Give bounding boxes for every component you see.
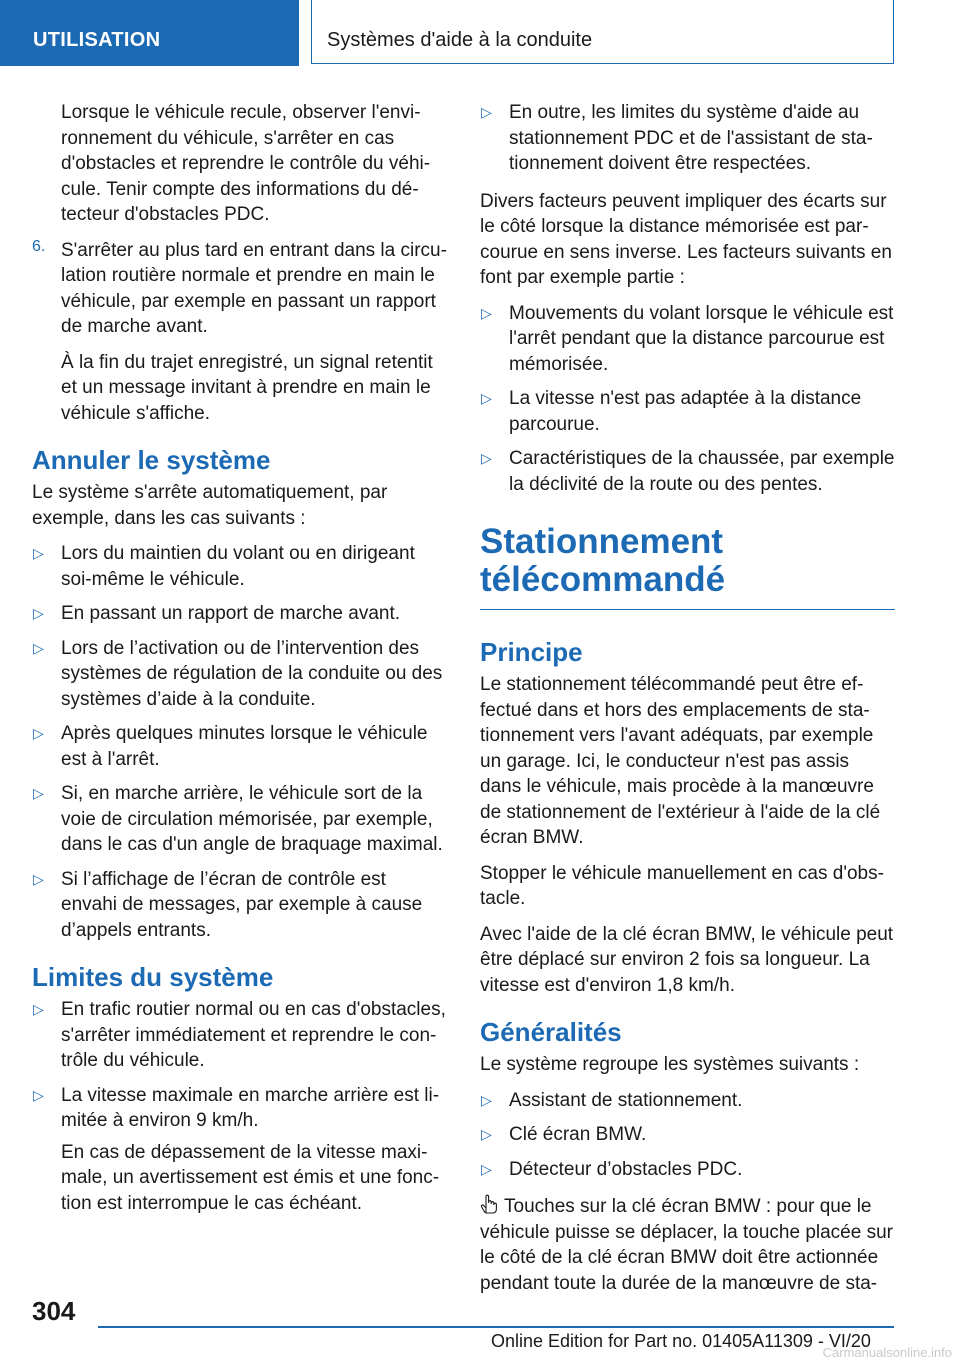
left-column [32, 100, 447, 1228]
cancel-intro: Le système s'arrête automatiquement, par exemple, dans les cas suivants : [32, 482, 388, 529]
section-tab [0, 0, 299, 66]
footer-divider [98, 1326, 894, 1328]
triangle-bullet-icon: ▷ [481, 1160, 492, 1177]
triangle-bullet-icon: ▷ [33, 725, 44, 741]
triangle-bullet-icon: ▷ [481, 390, 492, 406]
factors-list [480, 301, 895, 498]
list-item: ▷ Clé écran BMW. [480, 1122, 895, 1148]
list-item: ▷ Si l’affichage de l’écran de contrôle est envahi de messages, par exemple à cause d’appels entrants. [33, 868, 423, 941]
note-paragraph [480, 1194, 895, 1296]
list-item: ▷ En outre, les limites du système d'aide au stationnement PDC et de l'assistant de stationnement doivent être respectées. [481, 102, 873, 174]
triangle-bullet-icon: ▷ [481, 450, 492, 466]
list-item-subtext: En cas de dépassement de la vitesse maximale, un avertissement est émis et une fonction est interrompue le cas échéant. [61, 1141, 440, 1214]
list-item: ▷ Caractéristiques de la chaussée, par exemple la déclivité de la route ou des pentes. [481, 448, 895, 495]
principle-p2: Stopper le véhicule manuellement en cas d'obstacle. [480, 862, 884, 909]
right-column [480, 100, 895, 1306]
list-item: ▷ Assistant de stationnement. [480, 1088, 895, 1114]
heading-cancel-system: Annuler le système [32, 445, 271, 475]
watermark: Carmanualsonline.info [822, 1345, 952, 1360]
list-item: ▷ Détecteur d’obstacles PDC. [480, 1157, 895, 1183]
step-6-after: À la fin du trajet enregistré, un signal retentit et un message invitant à prendre en main le véhicule s'affiche. [61, 351, 433, 424]
triangle-bullet-icon: ▷ [33, 870, 44, 887]
list-item: ▷ Après quelques minutes lorsque le véhicule est à l'arrêt. [33, 723, 428, 770]
list-item: ▷ Mouvements du volant lorsque le véhicule est l'arrêt pendant que la distance parcourue est mémorisée. [481, 302, 894, 375]
cancel-list [32, 541, 447, 943]
factors-intro: Divers facteurs peuvent impliquer des écarts sur le côté lorsque la distance mémorisée est parcourue en sens inverse. Les facteurs suivants en font par exemple partie : [480, 190, 892, 288]
list-item: ▷ En passant un rapport de marche avant. [32, 601, 447, 627]
list-item: ▷ Si, en marche arrière, le véhicule sort de la voie de circulation mémorisée, par exemple, dans le cas d'un angle de braquage maximal. [33, 783, 443, 855]
hand-press-icon [480, 1194, 498, 1214]
chapter-box [311, 0, 894, 64]
triangle-bullet-icon: ▷ [33, 639, 44, 656]
principle-p3: Avec l'aide de la clé écran BMW, le véhicule peut être déplacé sur environ 2 fois sa longueur. La vitesse est d'environ 1,8 km/h. [480, 923, 894, 996]
limits-list-continued [480, 100, 895, 177]
edition-text: Online Edition for Part no. 01405A11309 - VI/20 [491, 1331, 871, 1351]
list-item: ▷ En trafic routier normal ou en cas d'obstacles, s'arrêter immédiatement et reprendre le contrôle du véhicule. [33, 999, 446, 1071]
triangle-bullet-icon: ▷ [481, 304, 492, 321]
page-number: 304 [32, 1296, 76, 1326]
section-title: UTILISATION [33, 29, 161, 51]
principle-p1: Le stationnement télécommandé peut être effectué dans et hors des emplacements de stationnement vers l'avant adéquats, par exemple un garage. Ici, le conducteur n'est pas assis dans le véhicule, mais procède à la manœuvre de stationnement de l'extérieur à l'aide de la clé écran BMW. [480, 674, 881, 848]
step-6 [32, 238, 447, 427]
triangle-bullet-icon: ▷ [33, 1001, 44, 1017]
page-header [0, 0, 960, 66]
heading-general: Généralités [480, 1017, 622, 1047]
triangle-bullet-icon: ▷ [33, 1086, 44, 1103]
list-item: ▷ La vitesse maximale en marche arrière est limitée à environ 9 km/h. En cas de dépassement de la vitesse maximale, un avertissement est émis et une fonction est interrompue le cas échéant. [32, 1083, 447, 1217]
section-title-remote-parking: Stationnement télécommandé [480, 523, 895, 610]
heading-system-limits: Limites du système [32, 962, 274, 992]
heading-principle: Principe [480, 637, 583, 667]
step-6-text: S'arrêter au plus tard en entrant dans la circulation routière normale et prendre en main le véhicule, par exemple en passant un rapport de marche avant. [61, 239, 447, 337]
triangle-bullet-icon: ▷ [33, 605, 44, 621]
step-number: 6. [32, 237, 46, 255]
triangle-bullet-icon: ▷ [33, 785, 44, 801]
note-text: Touches sur la clé écran BMW : pour que le véhicule puisse se déplacer, la touche placée sur le côté de la clé écran BMW doit être actionnée pendant toute la durée de la manœuvre de sta- [480, 1196, 893, 1294]
intro-paragraph: Lorsque le véhicule recule, observer l'environnement du véhicule, s'arrêter en cas d'obstacles et reprendre le contrôle du véhicule. Tenir compte des informations du détecteur d'obstacles PDC. [61, 102, 431, 225]
list-item: ▷ Lors de l’activation ou de l’intervention des systèmes de régulation de la conduite ou des systèmes d’aide à la conduite. [33, 637, 443, 710]
triangle-bullet-icon: ▷ [481, 1126, 492, 1142]
triangle-bullet-icon: ▷ [33, 545, 44, 561]
triangle-bullet-icon: ▷ [481, 1091, 492, 1108]
triangle-bullet-icon: ▷ [481, 104, 492, 120]
limits-list [32, 997, 447, 1216]
general-intro: Le système regroupe les systèmes suivants : [480, 1054, 860, 1075]
list-item: ▷ La vitesse n'est pas adaptée à la distance parcourue. [481, 388, 862, 435]
chapter-title: Systèmes d'aide à la conduite [327, 29, 593, 51]
general-list [480, 1088, 895, 1183]
list-item: ▷ Lors du maintien du volant ou en dirigeant soi-même le véhicule. [33, 543, 415, 590]
